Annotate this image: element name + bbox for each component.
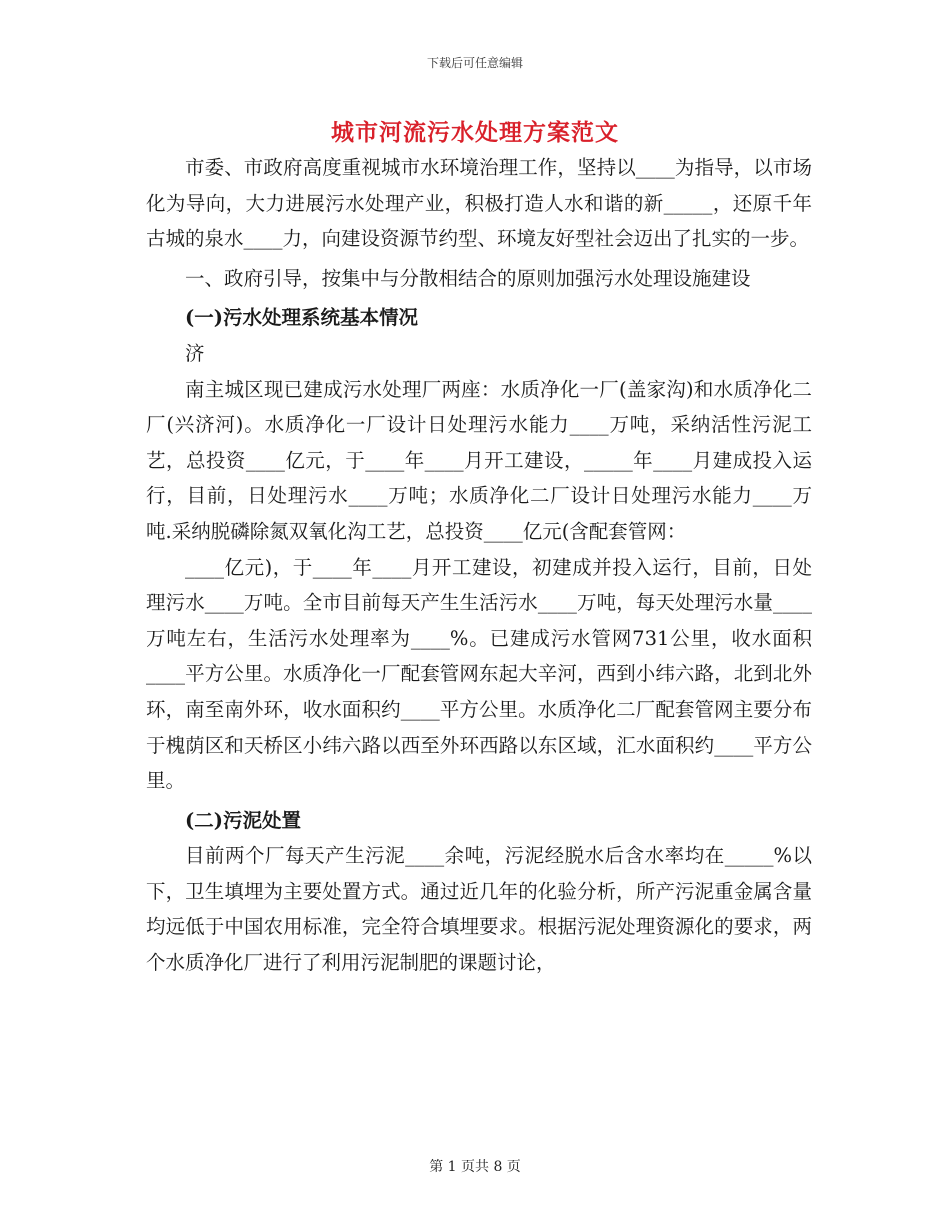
heading-sewage-system: (一)污水处理系统基本情况 [185,306,418,330]
document-body [146,150,812,981]
paragraph-intro: 市委、市政府高度重视城市水环境治理工作，坚持以____为指导，以市场化为导向，大力进展污水处理产业，积极打造人水和谐的新_____，还原千年古城的泉水____力，向建设资源节约型、环境友好型社会迈出了扎实的一步。 [146,156,812,251]
heading-sludge: (二)污泥处置 [185,808,301,832]
paragraph-sludge: 目前两个厂每天产生污泥____余吨，污泥经脱水后含水率均在_____%以下，卫生填埋为主要处置方式。通过近几年的化验分析，所产污泥重金属含量均远低于中国农用标准，完全符合填埋要求。根据污泥处理资源化的要求，两个水质净化厂进行了利用污泥制肥的课题讨论， [146,844,812,975]
paragraph-plants: 南主城区现已建成污水处理厂两座：水质净化一厂(盖家沟)和水质净化二厂(兴济河)。水质净化一厂设计日处理污水能力____万吨，采纳活性污泥工艺，总投资____亿元，于____年____月开工建设，_____年____月建成投入运行，目前，日处理污水____万吨；水质净化二厂设计日处理污水能力____万吨.采纳脱磷除氮双氧化沟工艺，总投资____亿元(含配套管网： [146,377,812,543]
page-footer: 第 1 页共 8 页 [429,1159,521,1175]
paragraph-ji: 济 [185,341,205,365]
paragraph-section-1: 一、政府引导，按集中与分散相结合的原则加强污水处理设施建设 [185,266,751,290]
page-header: 下载后可任意编辑 [426,56,523,70]
paragraph-pipeline: ____亿元)，于____年____月开工建设，初建成并投入运行，目前，日处理污水____万吨。全市目前每天产生生活污水____万吨，每天处理污水量____万吨左右，生活污水处理率为____%。已建成污水管网731公里，收水面积____平方公里。水质净化一厂配套管网东起大辛河，西到小纬六路，北到北外环，南至南外环，收水面积约____平方公里。水质净化二厂配套管网主要分布于槐荫区和天桥区小纬六路以西至外环西路以东区域，汇水面积约____平方公里。 [146,555,812,793]
document-title: 城市河流污水处理方案范文 [331,119,619,146]
